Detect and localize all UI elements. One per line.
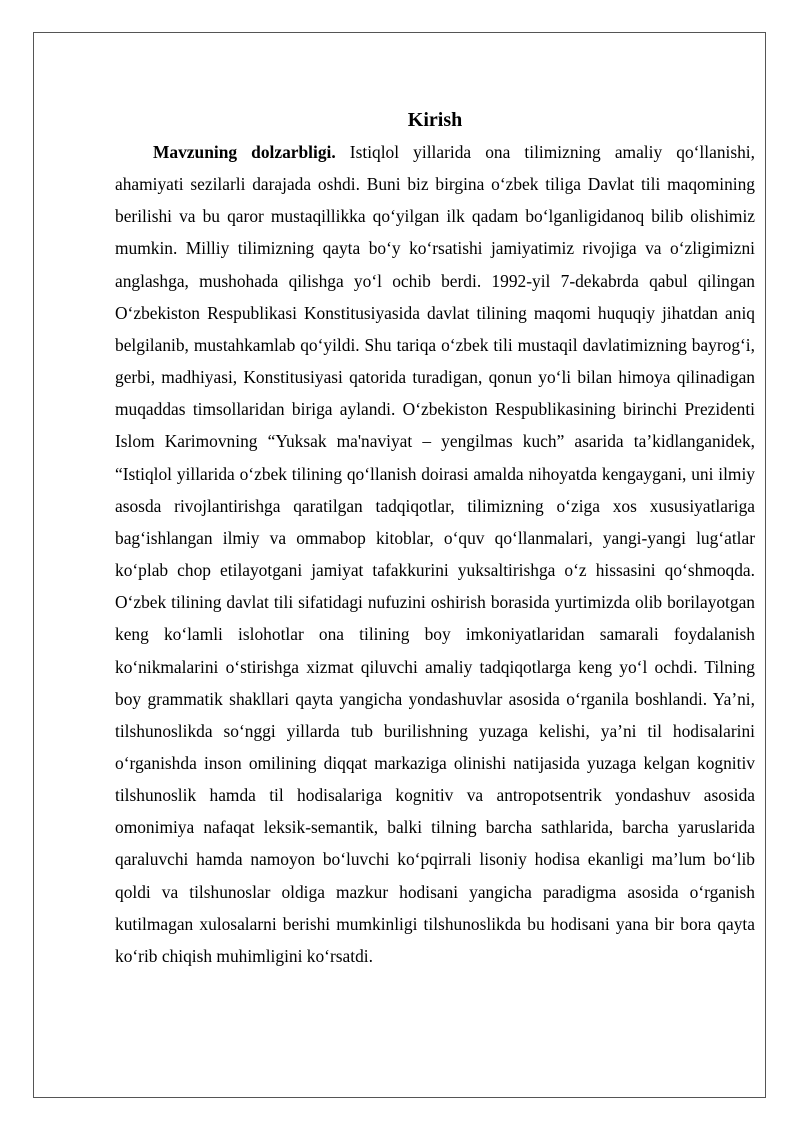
page-title: Kirish xyxy=(407,109,463,131)
paragraph-text: Istiqlol yillarida ona tilimizning amaliy qo‘llanishi, ahamiyati sezilarli darajada oshdi. Buni biz birgina o‘zbek tiliga Davlat tili maqomining berilishi va bu qaror mustaqillikka qo‘yilgan ilk qadam bo‘lganligidanoq bilib olishimiz mumkin. Milliy tilimizning qayta bo‘y ko‘rsatishi jamiyatimiz rivojiga va o‘zligimizni anglashga, mushohada qilishga yo‘l ochib berdi. 1992-yil 7-dekabrda qabul qilingan O‘zbekiston Respublikasi Konstitusiyasida davlat tilining maqomi huquqiy jihatdan aniq belgilanib, mustahkamlab qo‘yildi. Shu tariqa o‘zbek tili mustaqil davlatimizning bayrog‘i, gerbi, madhiyasi, Konstitusiyasi qatorida turadigan, qonun yo‘li bilan himoya qilinadigan muqaddas timsollaridan biriga aylandi. O‘zbekiston Respublikasining birinchi Prezidenti Islom Karimovning “Yuksak ma'naviyat – yengilmas kuch” asarida ta’kidlanganidek, “Istiqlol yillarida o‘zbek tilining qo‘llanish doirasi amalda nihoyatda kengaygani, uni ilmiy asosda rivojlantirishga qaratilgan tadqiqotlar, tilimizning o‘ziga xos xususiyatlariga bag‘ishlangan ilmiy va ommabop kitoblar, o‘quv qo‘llanmalari, yangi-yangi lug‘atlar ko‘plab chop etilayotgani jamiyat tafakkurini yuksaltirishga o‘z hissasini qo‘shmoqda. O‘zbek tilining davlat tili sifatidagi nufuzini oshirish borasida yurtimizda olib borilayotgan keng ko‘lamli islohotlar ona tilining boy imkoniyatlaridan samarali foydalanish ko‘nikmalarini o‘stirishga xizmat qiluvchi amaliy tadqiqotlarga keng yo‘l ochdi. Tilning boy grammatik shakllari qayta yangicha yondashuvlar asosida o‘rganila boshlandi. Ya’ni, tilshunoslikda so‘nggi yillarda tub burilishning yuzaga kelishi, ya’ni til hodisalarini o‘rganishda inson omilining diqqat markaziga olinishi natijasida yuzaga kelgan kognitiv tilshunoslik hamda til hodisalariga kognitiv va antropotsentrik yondashuv asosida omonimiya nafaqat leksik-semantik, balki tilning barcha sathlarida, barcha yaruslarida qaraluvchi hamda namoyon bo‘luvchi ko‘pqirrali lisoniy hodisa ekanligi ma’lum bo‘lib qoldi va tilshunoslar oldiga mazkur hodisani yangicha paradigma asosida o‘rganish kutilmagan xulosalarni berishi mumkinligi tilshunoslikda bu hodisani yana bir bora qayta ko‘rib chiqish muhimligini ko‘rsatdi. xyxy=(115,142,755,966)
document-content xyxy=(115,105,755,972)
body-paragraph xyxy=(115,136,755,972)
lead-phrase: Mavzuning dolzarbligi. xyxy=(153,142,336,162)
